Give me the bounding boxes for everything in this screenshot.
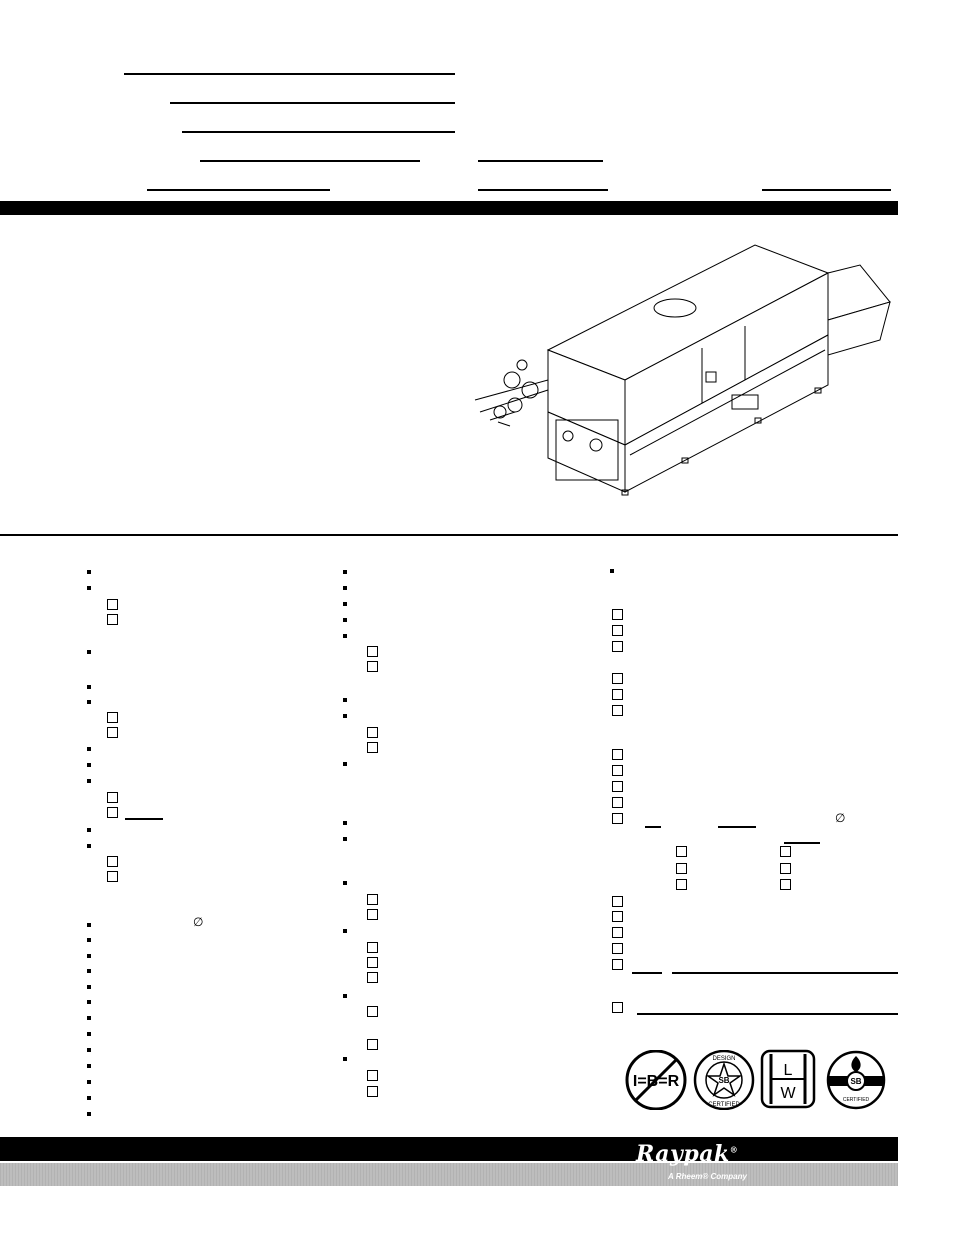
col3-long-blank [637, 1013, 898, 1015]
col1-checkbox[interactable] [107, 807, 118, 818]
col2-bullet [343, 602, 347, 606]
svg-text:W: W [780, 1085, 796, 1102]
col3-bullet [610, 569, 614, 573]
col1-bullet [87, 586, 91, 590]
col3-sub-checkbox[interactable] [780, 863, 791, 874]
col2-bullet [343, 618, 347, 622]
col2-checkbox[interactable] [367, 1006, 378, 1017]
col1-bullet [87, 650, 91, 654]
col2-checkbox[interactable] [367, 1086, 378, 1097]
col1-checkbox[interactable] [107, 599, 118, 610]
col3-checkbox[interactable] [612, 781, 623, 792]
svg-text:CERTIFIED: CERTIFIED [708, 1102, 740, 1108]
col1-bullet [87, 923, 91, 927]
col1-bullet [87, 1048, 91, 1052]
header-blank-line-5b [478, 189, 608, 191]
header-blank-line-5a [147, 189, 330, 191]
col3-checkbox[interactable] [612, 927, 623, 938]
col1-bullet [87, 1064, 91, 1068]
svg-text:L: L [783, 1062, 793, 1079]
section-rule [0, 534, 898, 536]
col2-bullet [343, 698, 347, 702]
hlw-logo [759, 1048, 817, 1110]
col1-bullet [87, 985, 91, 989]
col3-checkbox[interactable] [612, 625, 623, 636]
col1-bullet [87, 779, 91, 783]
col2-bullet [343, 570, 347, 574]
col3-checkbox[interactable] [612, 673, 623, 684]
col3-checkbox[interactable] [612, 689, 623, 700]
col3-sub-checkbox[interactable] [780, 846, 791, 857]
col3-checkbox[interactable] [612, 609, 623, 620]
header-blank-line-5c [762, 189, 891, 191]
svg-text:I=B=R: I=B=R [632, 1073, 680, 1090]
col3-checkbox[interactable] [612, 896, 623, 907]
col1-bullet [87, 844, 91, 848]
col3-checkbox[interactable] [612, 943, 623, 954]
header-blank-line-3 [182, 131, 455, 133]
col1-checkbox[interactable] [107, 856, 118, 867]
col1-bullet [87, 954, 91, 958]
col3-long-blank [672, 972, 898, 974]
col2-bullet [343, 762, 347, 766]
svg-text:DESIGN: DESIGN [712, 1056, 736, 1062]
col1-bullet [87, 1016, 91, 1020]
boiler-illustration [470, 240, 900, 510]
col3-checkbox[interactable] [612, 641, 623, 652]
col3-checkbox[interactable] [612, 749, 623, 760]
col1-checkbox[interactable] [107, 614, 118, 625]
col3-short-blank [784, 842, 820, 844]
col1-checkbox[interactable] [107, 727, 118, 738]
header-black-bar [0, 201, 898, 215]
col2-checkbox[interactable] [367, 1039, 378, 1050]
col2-checkbox[interactable] [367, 742, 378, 753]
col1-bullet [87, 763, 91, 767]
col2-bullet [343, 929, 347, 933]
col1-short-blank [125, 818, 163, 820]
col2-bullet [343, 821, 347, 825]
col3-checkbox[interactable] [612, 1002, 623, 1013]
col2-checkbox[interactable] [367, 957, 378, 968]
col3-sub-checkbox[interactable] [780, 879, 791, 890]
col2-checkbox[interactable] [367, 1070, 378, 1081]
footer-gray-band [0, 1163, 898, 1186]
col3-short-blank [632, 972, 662, 974]
col2-bullet [343, 881, 347, 885]
col1-checkbox[interactable] [107, 871, 118, 882]
col3-checkbox[interactable] [612, 959, 623, 970]
col1-bullet [87, 828, 91, 832]
col1-bullet [87, 700, 91, 704]
col1-bullet [87, 1112, 91, 1116]
col1-bullet [87, 570, 91, 574]
col1-bullet [87, 969, 91, 973]
col2-bullet [343, 634, 347, 638]
col1-checkbox[interactable] [107, 792, 118, 803]
col2-bullet [343, 714, 347, 718]
col1-bullet [87, 1000, 91, 1004]
col1-bullet [87, 747, 91, 751]
header-blank-line-1 [124, 73, 455, 75]
col1-bullet [87, 685, 91, 689]
col3-sub-checkbox[interactable] [676, 863, 687, 874]
col1-bullet [87, 938, 91, 942]
col2-bullet [343, 837, 347, 841]
col2-bullet [343, 994, 347, 998]
col3-short-blank [718, 826, 756, 828]
brand-tagline: A Rheem® Company [668, 1172, 747, 1181]
header-blank-line-4b [478, 160, 603, 162]
col3-sub-checkbox[interactable] [676, 846, 687, 857]
col3-checkbox[interactable] [612, 705, 623, 716]
col3-checkbox[interactable] [612, 813, 623, 824]
header-blank-line-2 [170, 102, 455, 104]
col2-checkbox[interactable] [367, 942, 378, 953]
col3-checkbox[interactable] [612, 765, 623, 776]
svg-text:SB: SB [718, 1076, 730, 1085]
header-blank-line-4a [200, 160, 420, 162]
col2-bullet [343, 1057, 347, 1061]
raypak-logo: Raypak® [636, 1141, 739, 1167]
svg-text:CERTIFIED: CERTIFIED [842, 1097, 870, 1103]
col1-bullet [87, 1096, 91, 1100]
col2-checkbox[interactable] [367, 909, 378, 920]
csa-certified-logo [826, 1050, 886, 1110]
col3-checkbox[interactable] [612, 797, 623, 808]
col2-checkbox[interactable] [367, 972, 378, 983]
col3-sub-checkbox[interactable] [676, 879, 687, 890]
col1-bullet [87, 1080, 91, 1084]
col1-checkbox[interactable] [107, 712, 118, 723]
ibr-logo [624, 1050, 688, 1110]
diameter-symbol: ∅ [835, 811, 846, 825]
col2-checkbox[interactable] [367, 894, 378, 905]
col2-checkbox[interactable] [367, 727, 378, 738]
footer-black-bar [0, 1137, 898, 1161]
diameter-symbol: ∅ [193, 915, 204, 929]
col2-checkbox[interactable] [367, 661, 378, 672]
col3-checkbox[interactable] [612, 911, 623, 922]
col2-bullet [343, 586, 347, 590]
col1-bullet [87, 1032, 91, 1036]
col2-checkbox[interactable] [367, 646, 378, 657]
col3-short-blank [645, 826, 661, 828]
csa-design-certified-logo [692, 1050, 756, 1110]
svg-text:SB: SB [850, 1077, 862, 1086]
